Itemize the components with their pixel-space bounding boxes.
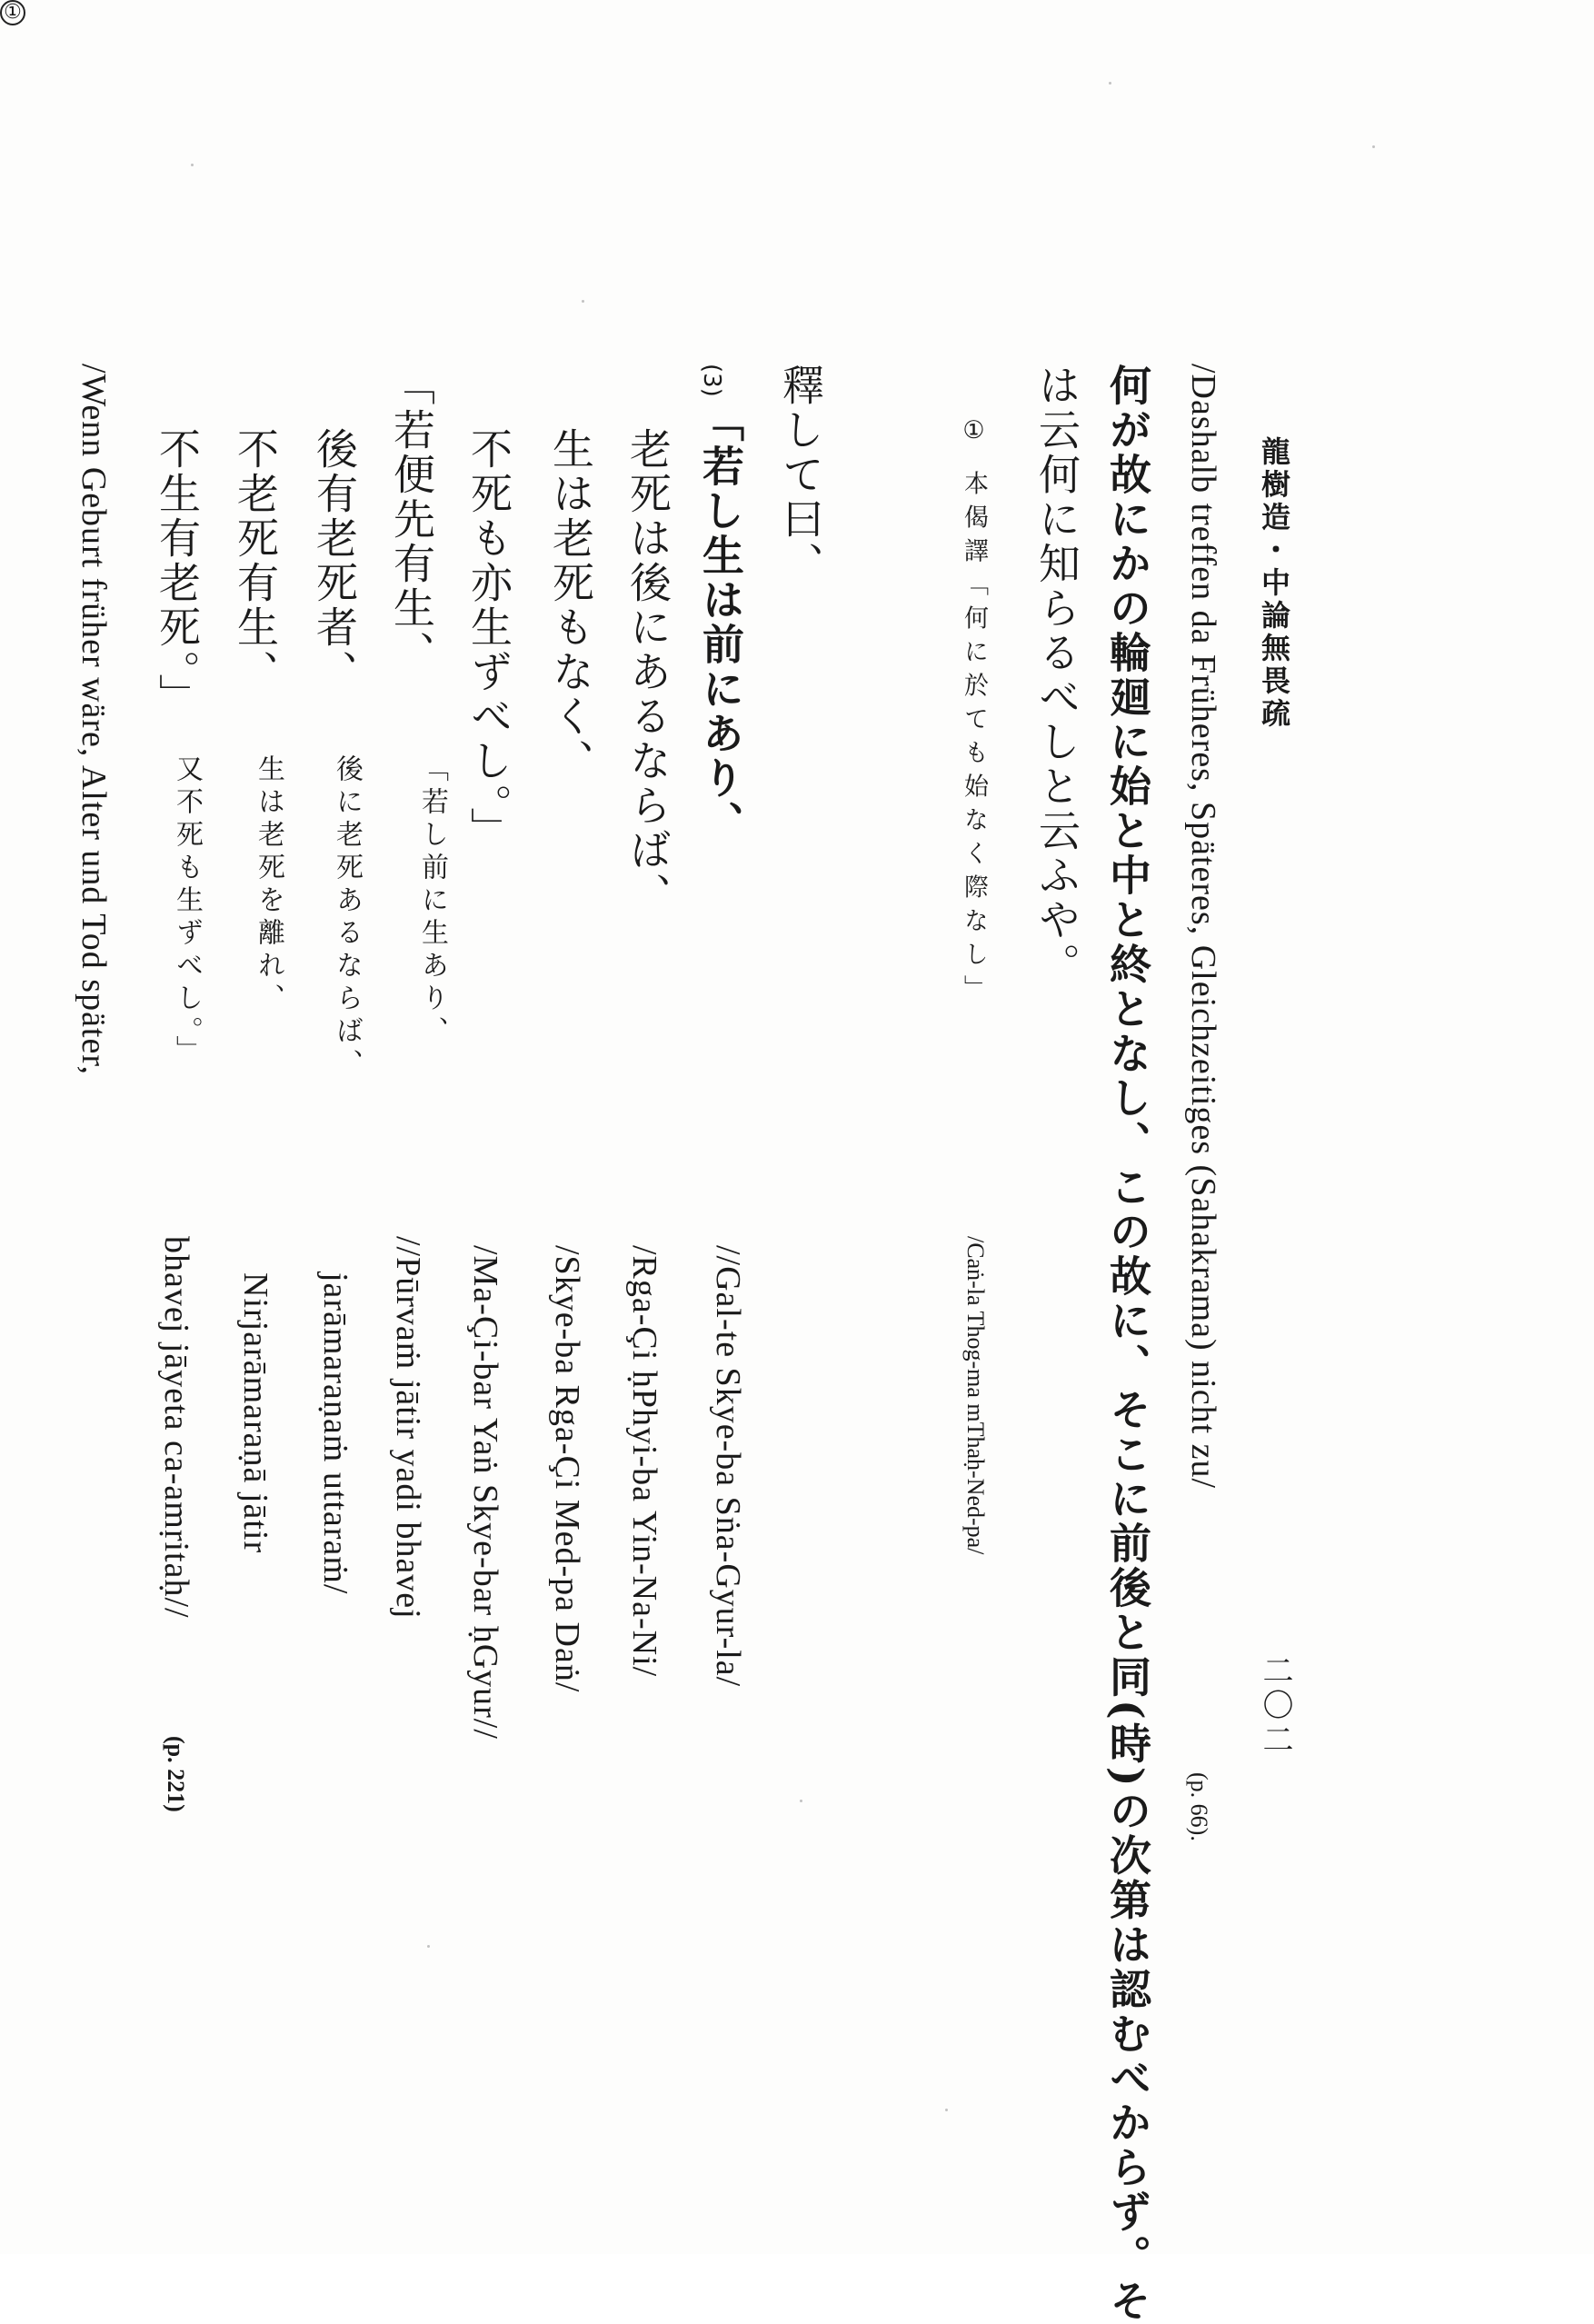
verse-line: 「若し生は前にあり、 [696, 400, 745, 845]
verse-tibetan-line: //Gal-te Skye-ba Sṅa-Gyur-la/ [709, 1245, 747, 1688]
page-number: 二〇二 [1257, 1654, 1293, 1758]
page-reference: (p. 66). [1186, 1772, 1212, 1841]
scan-speck [1109, 82, 1111, 85]
prose-line: は云何に知らるべしと云ふや。 [1032, 364, 1081, 987]
verse-tibetan-line: /Ma-Çi-bar Yaṅ Skye-bar ḥGyur// [466, 1245, 504, 1740]
sanskrit-verse-line: jarāmaraṇaṁ uttaraṁ/ [316, 1272, 354, 1595]
verse-line: 生は老死もなく、 [546, 427, 595, 783]
verse-tibetan-line: /Rga-Çi ḥPhyi-ba Yin-Na-Ni/ [625, 1245, 663, 1678]
scan-speck [427, 1945, 430, 1948]
chinese-verse-line: 不生有老死。」 [153, 427, 202, 718]
verse-line: 老死は後にあるならば、 [623, 427, 672, 917]
prose-line: 何が故にかの輪廻に始と中と終となし、この故に、そこに前後と同(時)の次第は認むべからず。そ [1103, 364, 1152, 2324]
verse-line: 不死も亦生ずべし。」 [464, 427, 513, 852]
footnote-tibetan: /Caṅ-la Thog-ma mThaḥ-Ned-pa/ [962, 1236, 989, 1555]
chinese-verse-line: 不老死有生、 [231, 427, 280, 694]
sanskrit-verse-line: bhavej jāyeta ca-amṛitaḥ// [157, 1236, 195, 1619]
footnote-marker: ① [0, 0, 25, 25]
commentary-heading: 釋して曰、 [776, 364, 825, 586]
verse-gloss: 生は老死を離れ、 [253, 754, 284, 1016]
scan-speck [582, 300, 584, 303]
verse-number: (3) [698, 364, 725, 397]
sanskrit-verse-line: //Pūrvaṁ jātir yadi bhavej [389, 1236, 427, 1620]
scan-speck [1372, 145, 1375, 148]
verse-gloss: 「若し前に生あり、 [416, 754, 448, 1049]
scan-speck [191, 164, 194, 166]
scan-speck [800, 1800, 802, 1802]
german-translation-line: /Dashalb treffen da Früheres, Späteres, Gleichzeitiges (Sahakrama) nicht zu/ [1184, 364, 1222, 1490]
verse-gloss: 後に老死あるならば、 [331, 754, 363, 1082]
verse-gloss: 又不死も生ずべし。」 [171, 754, 203, 1068]
german-translation-line: /Wenn Geburt früher wäre, Alter und Tod später, [75, 364, 113, 1075]
sanskrit-verse-line: Nirjarāmaraṇā jātir [236, 1272, 274, 1554]
chinese-verse-line: 後有老死者、 [310, 427, 359, 694]
chinese-verse-line: 「若便先有生、 [387, 364, 436, 675]
page-reference: (p. 221) [163, 1736, 189, 1812]
scan-speck [945, 2109, 948, 2111]
verse-tibetan-line: /Skye-ba Rga-Çi Med-pa Daṅ/ [548, 1245, 586, 1693]
footnote-text: ① 本偈譯「何に於ても始なく際なし」 [960, 416, 988, 1009]
running-header-title: 龍樹造・中論無畏疏 [1257, 436, 1291, 731]
